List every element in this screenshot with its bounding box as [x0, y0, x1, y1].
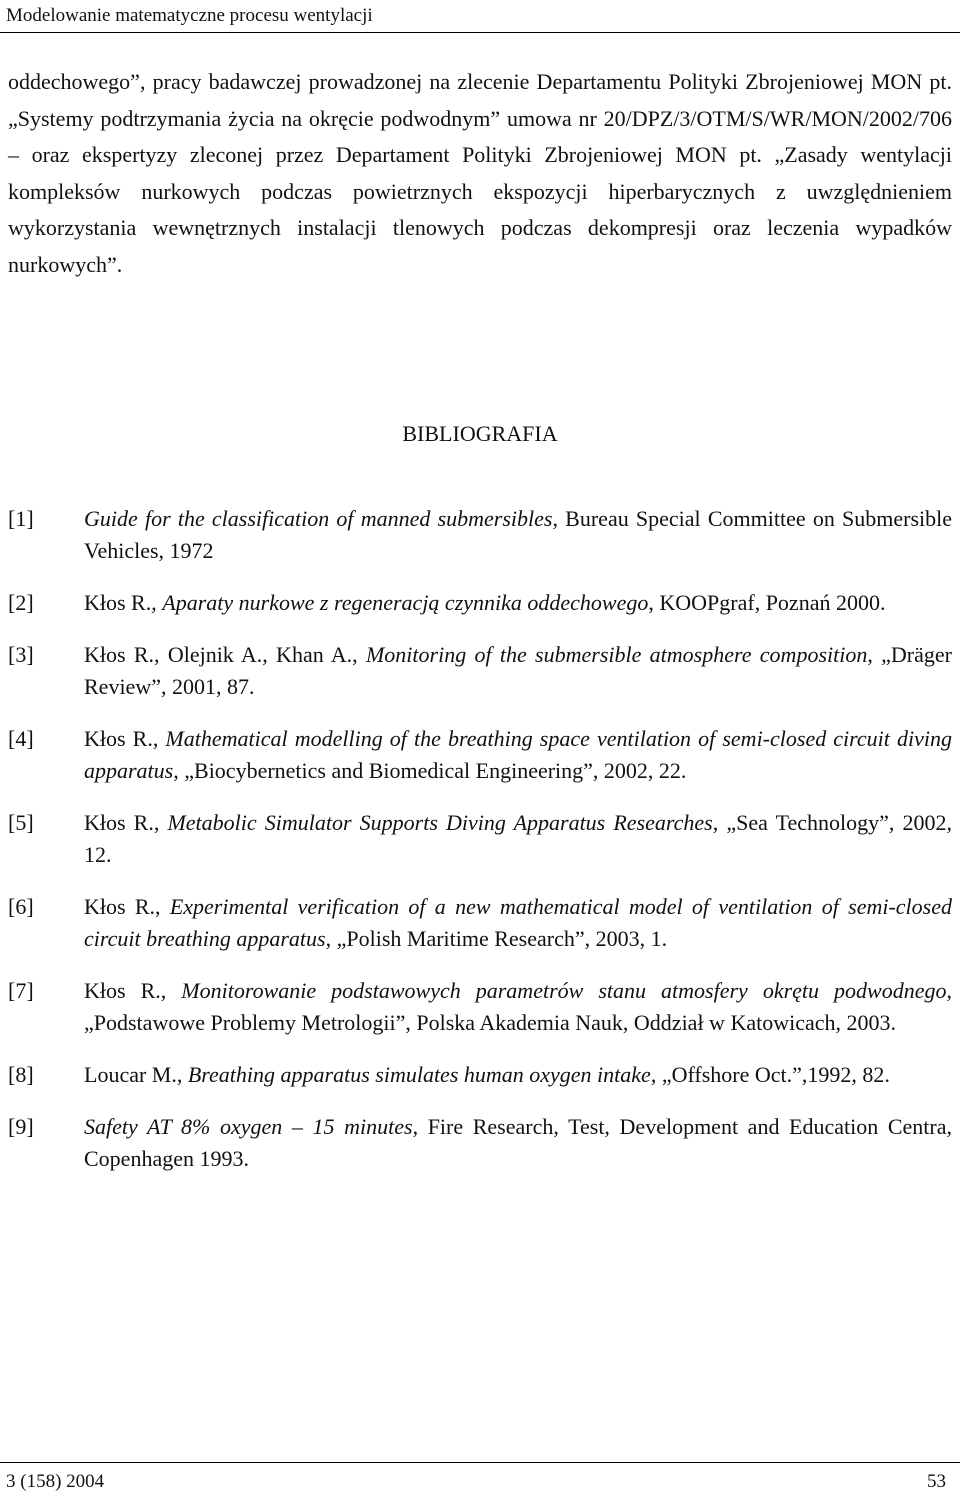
- entry-authors: Kłos R.,: [84, 810, 168, 835]
- entry-title: Aparaty nurkowe z regeneracją czynnika oddechowego: [162, 590, 649, 615]
- bibliography-entry: [8, 503, 952, 567]
- bibliography-entry: [8, 975, 952, 1039]
- page-number: 53: [927, 1471, 946, 1492]
- bibliography-entry: [8, 723, 952, 787]
- entry-number: [7]: [8, 978, 34, 1003]
- entry-number: [6]: [8, 894, 34, 919]
- entry-title: Experimental verification of a new mathematical model of ventilation of semi-closed circuit breathing apparatus: [84, 894, 952, 951]
- entry-authors: Kłos R.,: [84, 726, 166, 751]
- bibliography-heading: BIBLIOGRAFIA: [402, 421, 558, 446]
- entry-text: [84, 1059, 952, 1091]
- entry-number: [3]: [8, 642, 34, 667]
- entry-text: [84, 503, 952, 567]
- entry-title: Monitorowanie podstawowych parametrów stanu atmosfery okrętu podwodnego: [181, 978, 947, 1003]
- entry-authors: Kłos R.,: [84, 978, 182, 1003]
- bibliography-entry: [8, 639, 952, 703]
- entry-number: [4]: [8, 726, 34, 751]
- entry-number: [1]: [8, 506, 34, 531]
- entry-source: , Fire Research, Test, Development and Education Centra, Copenhagen 1993.: [84, 1114, 953, 1171]
- entry-title: Monitoring of the submersible atmosphere composition: [365, 642, 868, 667]
- entry-source: , KOOPgraf, Poznań 2000.: [648, 590, 886, 615]
- entry-number: [9]: [8, 1114, 34, 1139]
- bibliography-entry: [8, 891, 952, 955]
- header-rule: [0, 32, 960, 33]
- issue-number: 3 (158) 2004: [6, 1471, 105, 1492]
- entry-title: Guide for the classification of manned submersibles: [84, 506, 553, 531]
- body-paragraph: oddechowego”, pracy badawczej prowadzonej na zlecenie Departamentu Polityki Zbrojeniowej MON pt. „Systemy podtrzymania życia na okręcie podwodnym” umowa nr 20/DPZ/3/OTM/S/WR/MON/2002/706 – oraz ekspertyzy zleconej przez Departament Polityki Zbrojeniowej MON pt. „Zasady wentylacji kompleksów nurkowych podczas powietrznych ekspozycji hiperbarycznych z uwzględnieniem wykorzystania wewnętrznych instalacji tlenowych podczas dekompresji oraz leczenia wypadków nurkowych”.: [8, 69, 952, 277]
- entry-number: [8]: [8, 1062, 34, 1087]
- entry-source: , „Dräger Review”, 2001, 87.: [84, 642, 952, 699]
- entry-source: , „Offshore Oct.”,1992, 82.: [650, 1062, 890, 1087]
- entry-authors: Kłos R.,: [84, 590, 163, 615]
- entry-source: , „Biocybernetics and Biomedical Engineering”, 2002, 22.: [173, 758, 687, 783]
- entry-source: , „Polish Maritime Research”, 2003, 1.: [325, 926, 668, 951]
- entry-authors: Loucar M.,: [84, 1062, 188, 1087]
- bibliography-entry: [8, 1111, 952, 1175]
- entry-title: Breathing apparatus simulates human oxygen intake: [187, 1062, 651, 1087]
- entry-text: [84, 1111, 952, 1175]
- running-title: Modelowanie matematyczne procesu wentylacji: [6, 5, 373, 26]
- entry-text: [84, 975, 952, 1039]
- entry-number: [5]: [8, 810, 34, 835]
- entry-source: , Bureau Special Committee on Submersible Vehicles, 1972: [84, 506, 953, 563]
- entry-text: [84, 723, 952, 787]
- entry-title: Safety AT 8% oxygen – 15 minutes: [84, 1114, 413, 1139]
- entry-title: Metabolic Simulator Supports Diving Apparatus Researches: [167, 810, 713, 835]
- entry-title: Mathematical modelling of the breathing space ventilation of semi-closed circuit diving apparatus: [84, 726, 952, 783]
- footer-rule: [0, 1462, 960, 1463]
- bibliography-entry: [8, 587, 952, 619]
- bibliography-entry: [8, 1059, 952, 1091]
- entry-authors: Kłos R.,: [84, 894, 170, 919]
- entry-number: [2]: [8, 590, 34, 615]
- entry-source: , „Sea Technology”, 2002, 12.: [84, 810, 952, 867]
- entry-text: [84, 891, 952, 955]
- entry-source: , „Podstawowe Problemy Metrologii”, Polska Akademia Nauk, Oddział w Katowicach, 2003.: [84, 978, 952, 1035]
- bibliography-list: [8, 503, 952, 1195]
- entry-authors: Kłos R., Olejnik A., Khan A.,: [84, 642, 366, 667]
- entry-text: [84, 587, 952, 619]
- entry-text: [84, 639, 952, 703]
- bibliography-entry: [8, 807, 952, 871]
- entry-text: [84, 807, 952, 871]
